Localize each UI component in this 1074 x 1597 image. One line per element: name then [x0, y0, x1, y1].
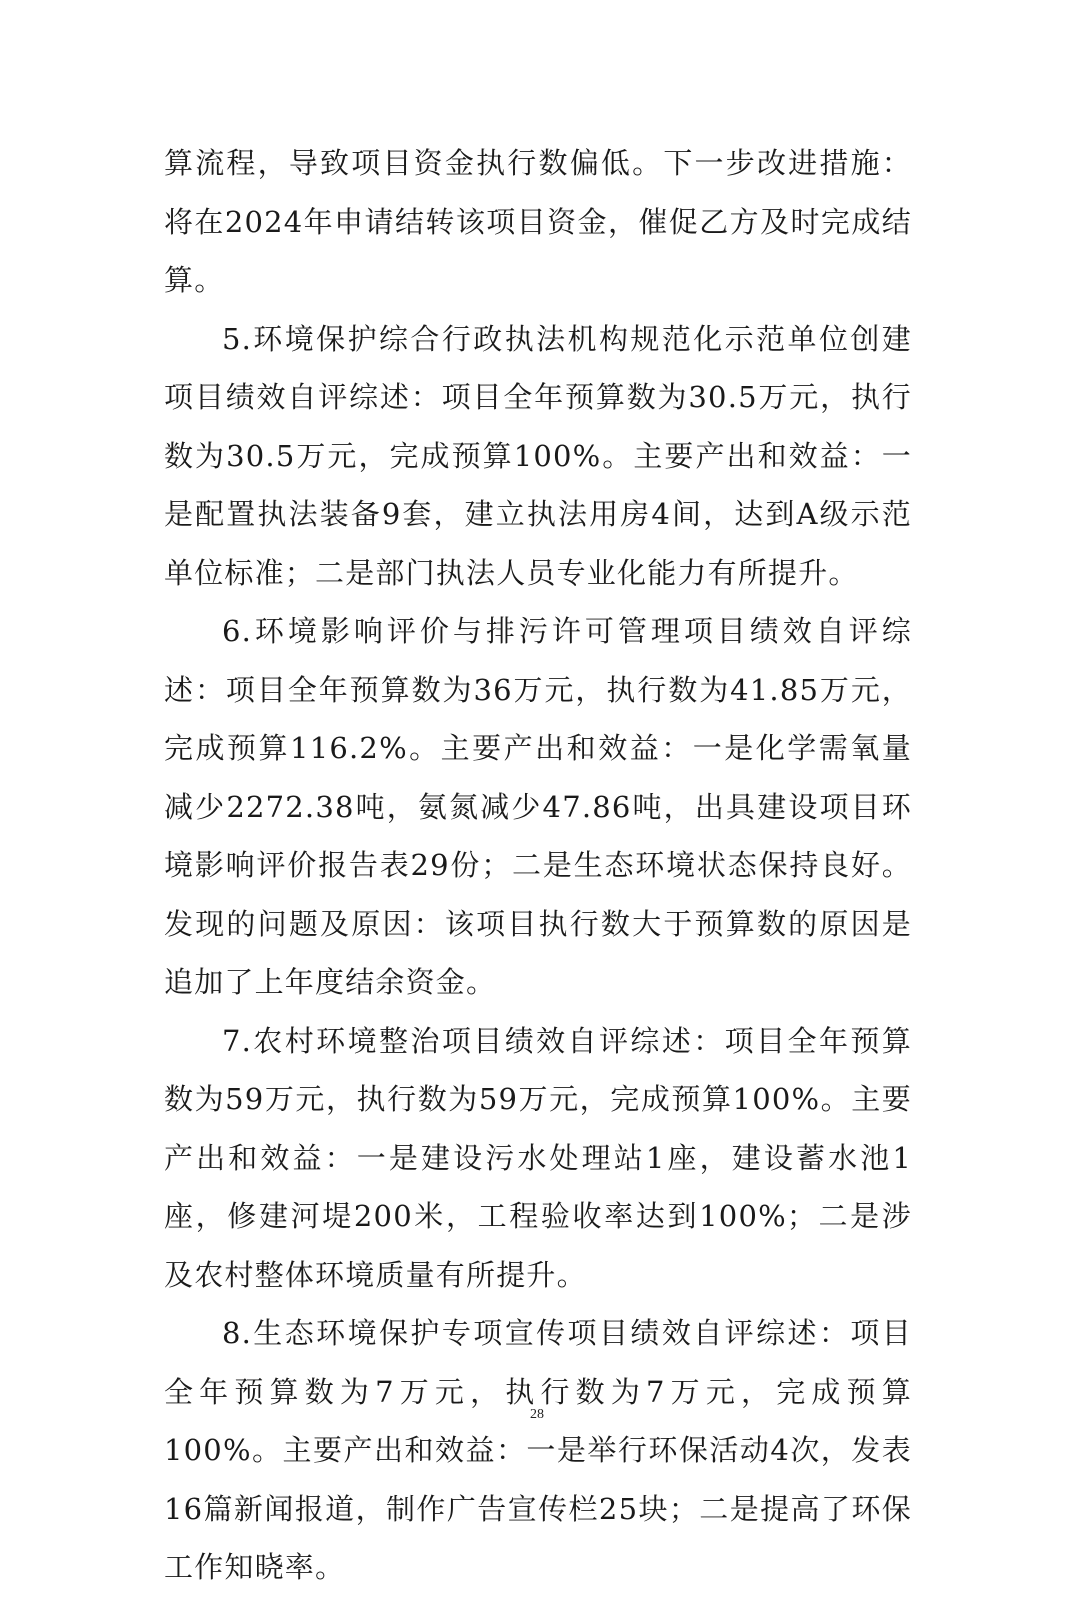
paragraph-continuation: 算流程，导致项目资金执行数偏低。下一步改进措施：将在2024年申请结转该项目资金，催促乙方及时完成结算。	[164, 146, 912, 297]
paragraph-item-8: 8.生态环境保护专项宣传项目绩效自评综述：项目全年预算数为7万元，执行数为7万元，完成预算100%。主要产出和效益：一是举行环保活动4次，发表16篇新闻报道，制作广告宣传栏25块；二是提高了环保工作知晓率。	[164, 1316, 912, 1584]
paragraph-item-7: 7.农村环境整治项目绩效自评综述：项目全年预算数为59万元，执行数为59万元，完成预算100%。主要产出和效益：一是建设污水处理站1座，建设蓄水池1座，修建河堤200米，工程验收率达到100%；二是涉及农村整体环境质量有所提升。	[164, 1023, 912, 1292]
paragraph-item-5: 5.环境保护综合行政执法机构规范化示范单位创建项目绩效自评综述：项目全年预算数为30.5万元，执行数为30.5万元，完成预算100%。主要产出和效益：一是配置执法装备9套，建立执法用房4间，达到A级示范单位标准；二是部门执法人员专业化能力有所提升。	[164, 321, 912, 590]
page-number: 28	[530, 1407, 544, 1422]
body-text	[164, 134, 912, 1597]
paragraph-item-6: 6.环境影响评价与排污许可管理项目绩效自评综述：项目全年预算数为36万元，执行数为41.85万元，完成预算116.2%。主要产出和效益：一是化学需氧量减少2272.38吨，氨氮减少47.86吨，出具建设项目环境影响评价报告表29份；二是生态环境状态保持良好。发现的问题及原因：该项目执行数大于预算数的原因是追加了上年度结余资金。	[164, 614, 912, 999]
